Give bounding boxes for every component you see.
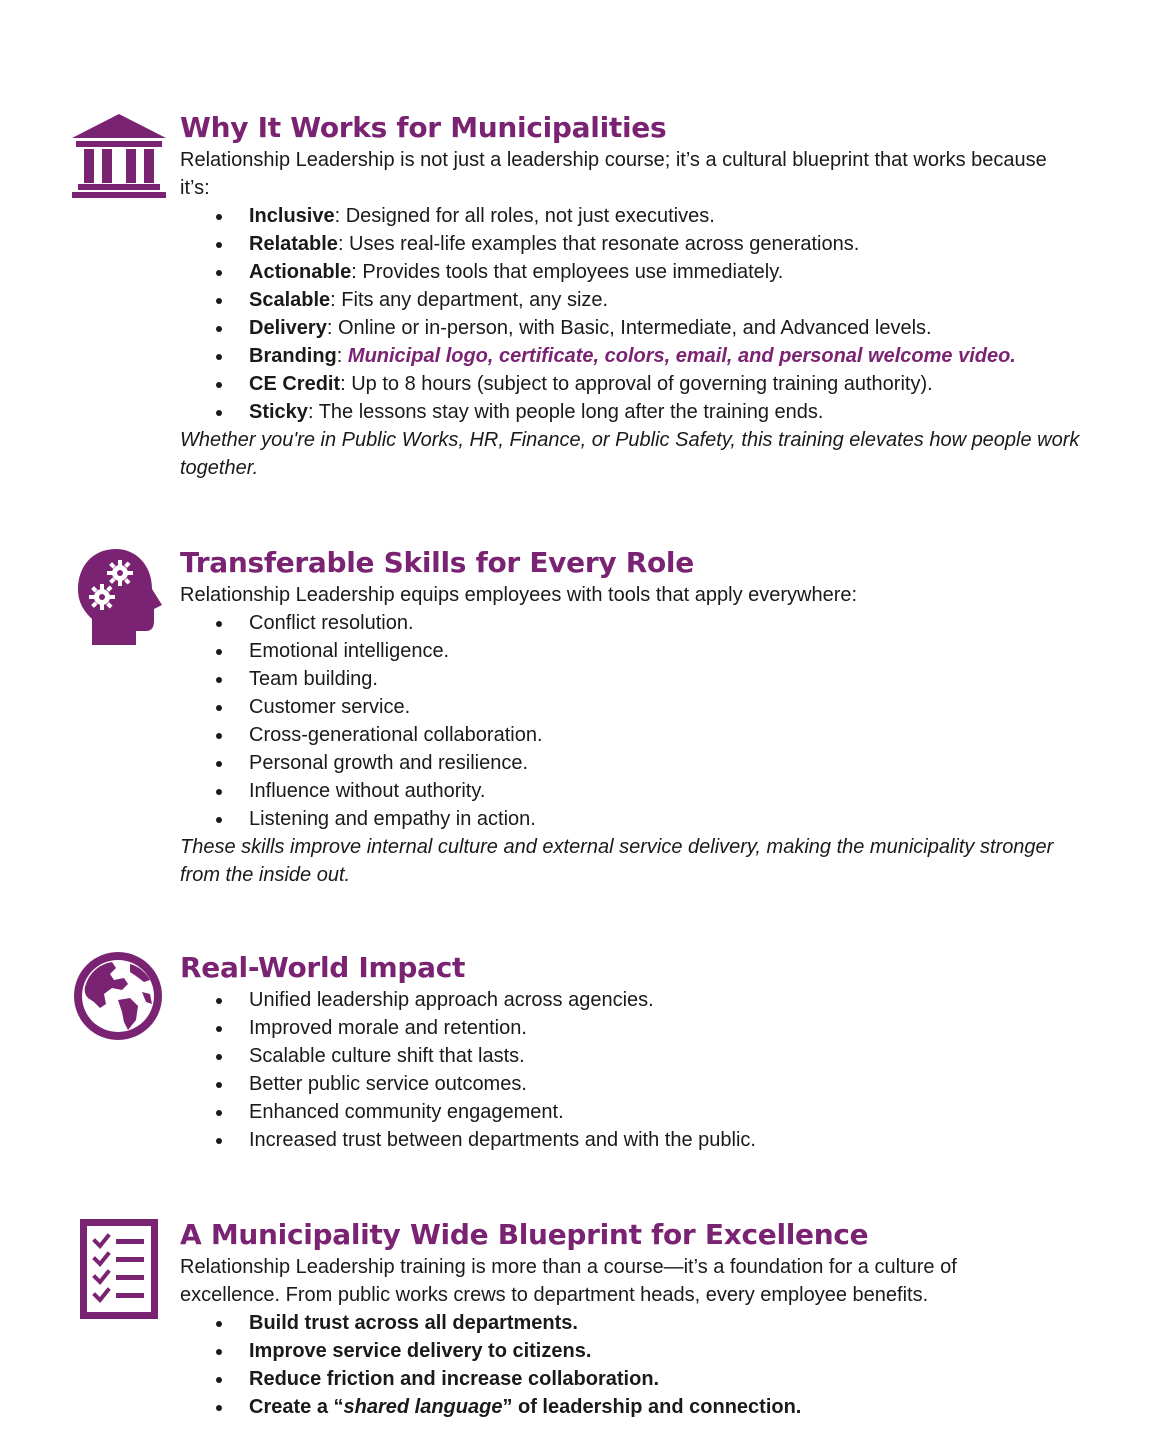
list-item: Scalable: Fits any department, any size.: [180, 286, 1140, 314]
list-item: Listening and empathy in action.: [180, 805, 1140, 833]
checklist-icon: [80, 1219, 158, 1319]
section-intro: Relationship Leadership equips employees with tools that apply everywhere:: [180, 584, 858, 606]
list-item: Emotional intelligence.: [180, 637, 1140, 665]
section-heading: A Municipality Wide Blueprint for Excellence: [180, 1218, 869, 1251]
feature-list: [180, 202, 1140, 426]
skills-list: [180, 609, 1140, 833]
list-item: Scalable culture shift that lasts.: [180, 1042, 1140, 1070]
impact-list: [180, 986, 1140, 1154]
list-item: Team building.: [180, 665, 1140, 693]
section-heading: Transferable Skills for Every Role: [180, 546, 694, 579]
section-heading: Why It Works for Municipalities: [180, 111, 667, 144]
list-item: Enhanced community engagement.: [180, 1098, 1140, 1126]
section-content: [180, 950, 1140, 1154]
list-item: Customer service.: [180, 693, 1140, 721]
section-closing: Whether you're in Public Works, HR, Finance, or Public Safety, this training elevates how people work together.: [180, 429, 1080, 479]
bank-building-icon: [72, 114, 166, 198]
section-content: [180, 545, 1140, 889]
list-item: Influence without authority.: [180, 777, 1140, 805]
section-closing: These skills improve internal culture and external service delivery, making the municipality stronger from the inside out.: [180, 836, 1054, 886]
list-item: Relatable: Uses real-life examples that resonate across generations.: [180, 230, 1140, 258]
list-item: Cross-generational collaboration.: [180, 721, 1140, 749]
list-item: Improve service delivery to citizens.: [180, 1337, 1140, 1365]
list-item: Reduce friction and increase collaboration.: [180, 1365, 1140, 1393]
list-item: Unified leadership approach across agencies.: [180, 986, 1140, 1014]
globe-icon: [72, 950, 164, 1042]
list-item: Increased trust between departments and with the public.: [180, 1126, 1140, 1154]
benefits-list: [180, 1309, 1140, 1421]
section-heading: Real-World Impact: [180, 951, 466, 984]
list-item: Actionable: Provides tools that employees use immediately.: [180, 258, 1140, 286]
list-item: Build trust across all departments.: [180, 1309, 1140, 1337]
section-content: [180, 1217, 1140, 1421]
list-item: Personal growth and resilience.: [180, 749, 1140, 777]
section-content: [180, 110, 1140, 482]
list-item: Create a “shared language” of leadership and connection.: [180, 1393, 1140, 1421]
list-item: Delivery: Online or in-person, with Basic, Intermediate, and Advanced levels.: [180, 314, 1140, 342]
head-gears-icon: [76, 547, 164, 647]
list-item: Inclusive: Designed for all roles, not just executives.: [180, 202, 1140, 230]
list-item: Improved morale and retention.: [180, 1014, 1140, 1042]
list-item: Sticky: The lessons stay with people long after the training ends.: [180, 398, 1140, 426]
list-item: Conflict resolution.: [180, 609, 1140, 637]
section-intro: Relationship Leadership training is more than a course—it’s a foundation for a culture of excellence. From public works crews to department heads, every employee benefits.: [180, 1256, 957, 1306]
section-intro: Relationship Leadership is not just a leadership course; it’s a cultural blueprint that works because it’s:: [180, 149, 1047, 199]
list-item: CE Credit: Up to 8 hours (subject to approval of governing training authority).: [180, 370, 1140, 398]
list-item: Better public service outcomes.: [180, 1070, 1140, 1098]
branding-highlight: Municipal logo, certificate, colors, email, and personal welcome video.: [347, 345, 1016, 367]
list-item: Branding: Municipal logo, certificate, colors, email, and personal welcome video.: [180, 342, 1140, 370]
